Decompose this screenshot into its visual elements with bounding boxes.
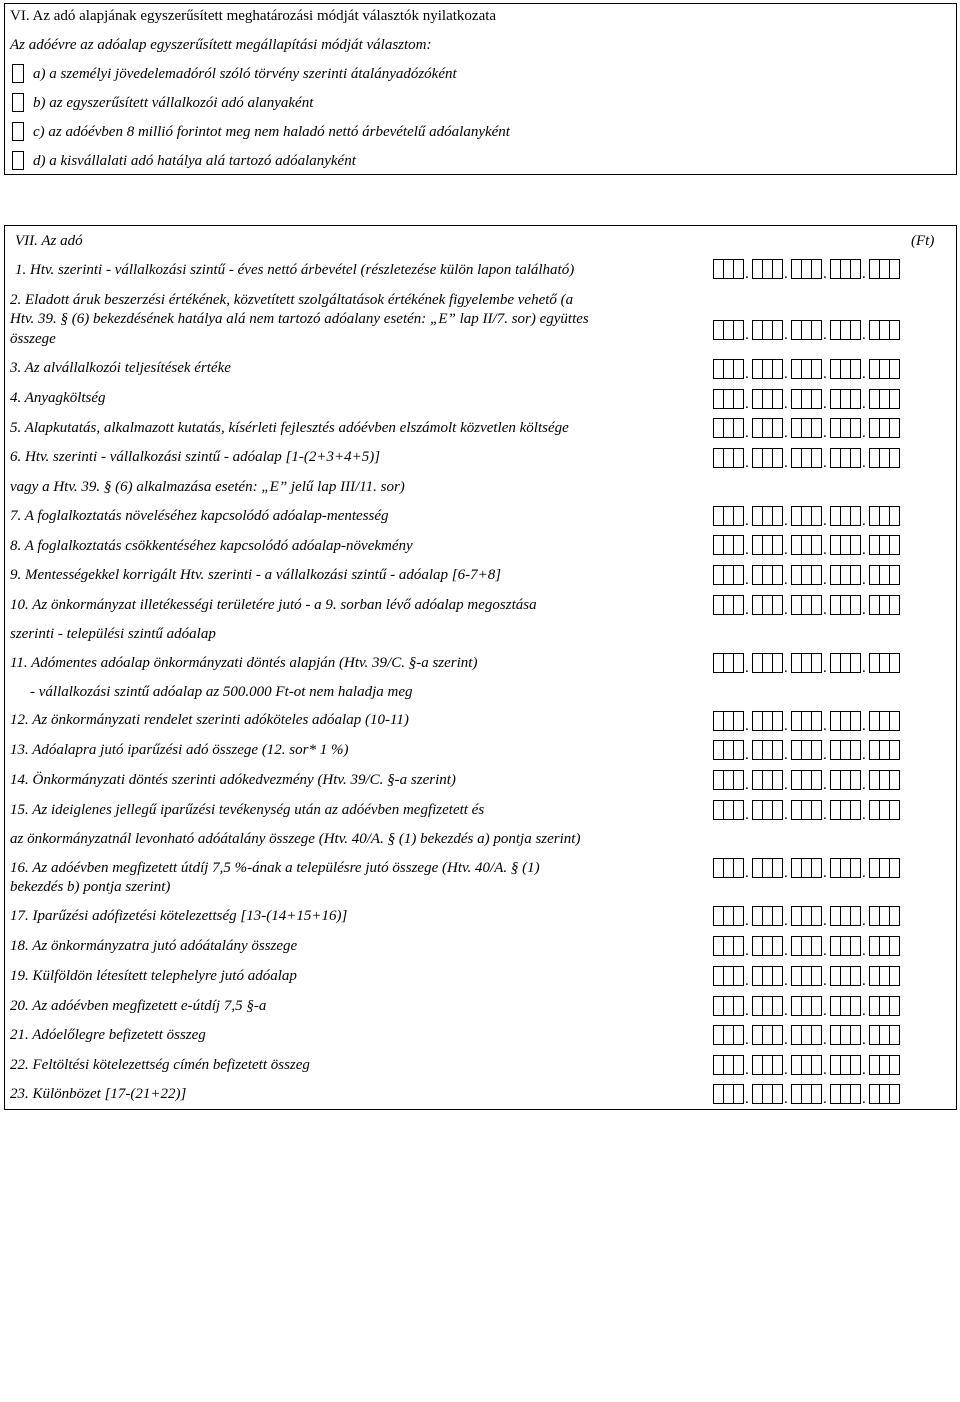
digit-cell[interactable]: [733, 1084, 744, 1104]
digit-cell[interactable]: [772, 1025, 783, 1045]
thousands-separator: .: [823, 1032, 827, 1048]
digit-cell[interactable]: [811, 711, 822, 731]
digit-cell[interactable]: [850, 535, 861, 555]
digit-cell[interactable]: [772, 506, 783, 526]
digit-cell[interactable]: [772, 448, 783, 468]
digit-cell[interactable]: [889, 966, 900, 986]
thousands-separator: .: [745, 747, 749, 763]
digit-cell[interactable]: [811, 389, 822, 409]
row-16-amount-field[interactable]: [713, 858, 946, 881]
thousands-separator: .: [745, 1091, 749, 1107]
digit-cell[interactable]: [733, 506, 744, 526]
digit-cell[interactable]: [733, 1055, 744, 1075]
digit-cell[interactable]: [889, 770, 900, 790]
digit-cell[interactable]: [811, 770, 822, 790]
digit-cell[interactable]: [733, 770, 744, 790]
digit-cell[interactable]: [772, 740, 783, 760]
thousands-separator: .: [745, 718, 749, 734]
thousands-separator: .: [784, 396, 788, 412]
digit-cell[interactable]: [733, 996, 744, 1016]
row-4-amount-field[interactable]: [713, 389, 946, 412]
thousands-separator: .: [784, 602, 788, 618]
row-5-amount-field[interactable]: [713, 418, 946, 441]
row-19-amount-field[interactable]: [713, 966, 946, 989]
option-a-checkbox[interactable]: [12, 64, 24, 83]
thousands-separator: .: [823, 455, 827, 471]
row-10-amount-field[interactable]: [713, 595, 946, 618]
digit-cell[interactable]: [889, 389, 900, 409]
row-13-label: 13. Adóalapra jutó iparűzési adó összege (12. sor* 1 %): [10, 742, 349, 758]
digit-cell[interactable]: [811, 800, 822, 820]
thousands-separator: .: [745, 327, 749, 343]
thousands-separator: .: [745, 602, 749, 618]
row-2-label-line1: 2. Eladott áruk beszerzési értékének, közvetített szolgáltatások értékének figyelembe vehető (a: [10, 292, 574, 308]
row-3-label: 3. Az alvállalkozói teljesítések értéke: [10, 360, 231, 376]
thousands-separator: .: [784, 973, 788, 989]
row-1-amount-field[interactable]: [713, 259, 946, 282]
thousands-separator: .: [784, 266, 788, 282]
thousands-separator: .: [823, 425, 827, 441]
row-17-label: 17. Iparűzési adófizetési kötelezettség [13-(14+15+16)]: [10, 908, 348, 924]
digit-cell[interactable]: [889, 359, 900, 379]
digit-cell[interactable]: [733, 448, 744, 468]
row-5-label: 5. Alapkutatás, alkalmazott kutatás, kísérleti fejlesztés adóévben elszámolt közvetlen költsége: [10, 420, 569, 436]
digit-cell[interactable]: [811, 359, 822, 379]
digit-cell[interactable]: [811, 1055, 822, 1075]
thousands-separator: .: [823, 718, 827, 734]
digit-cell[interactable]: [811, 653, 822, 673]
row-2-label-line2: Htv. 39. § (6) bekezdésének hatálya alá nem tartozó adóalany esetén: „E” lap II/7. sor) együttes: [10, 311, 589, 327]
thousands-separator: .: [862, 1062, 866, 1078]
thousands-separator: .: [745, 1062, 749, 1078]
digit-cell[interactable]: [889, 506, 900, 526]
row-4-label: 4. Anyagköltség: [10, 390, 106, 406]
thousands-separator: .: [745, 973, 749, 989]
thousands-separator: .: [862, 943, 866, 959]
digit-cell[interactable]: [772, 359, 783, 379]
thousands-separator: .: [745, 425, 749, 441]
thousands-separator: .: [784, 425, 788, 441]
digit-cell[interactable]: [733, 418, 744, 438]
thousands-separator: .: [784, 1062, 788, 1078]
row-17-amount-field[interactable]: [713, 906, 946, 929]
digit-cell[interactable]: [772, 389, 783, 409]
thousands-separator: .: [823, 542, 827, 558]
digit-cell[interactable]: [733, 565, 744, 585]
digit-cell[interactable]: [733, 800, 744, 820]
thousands-separator: .: [784, 1032, 788, 1048]
digit-cell[interactable]: [772, 996, 783, 1016]
digit-cell[interactable]: [733, 320, 744, 340]
thousands-separator: .: [784, 327, 788, 343]
thousands-separator: .: [784, 513, 788, 529]
digit-cell[interactable]: [850, 259, 861, 279]
digit-cell[interactable]: [772, 858, 783, 878]
digit-cell[interactable]: [772, 418, 783, 438]
unit-label: (Ft): [911, 233, 935, 249]
digit-cell[interactable]: [850, 506, 861, 526]
row-3-amount-field[interactable]: [713, 359, 946, 382]
thousands-separator: .: [862, 718, 866, 734]
thousands-separator: .: [823, 747, 827, 763]
row-6-amount-field[interactable]: [713, 448, 946, 471]
digit-cell[interactable]: [811, 906, 822, 926]
digit-cell[interactable]: [850, 800, 861, 820]
thousands-separator: .: [745, 1003, 749, 1019]
thousands-separator: .: [823, 777, 827, 793]
digit-cell[interactable]: [889, 320, 900, 340]
thousands-separator: .: [745, 366, 749, 382]
thousands-separator: .: [862, 266, 866, 282]
digit-cell[interactable]: [811, 448, 822, 468]
thousands-separator: .: [823, 865, 827, 881]
row-16-label-line2: bekezdés b) pontja szerint): [10, 879, 171, 895]
thousands-separator: .: [862, 777, 866, 793]
digit-cell[interactable]: [889, 565, 900, 585]
digit-cell[interactable]: [811, 595, 822, 615]
row-2-amount-field[interactable]: [713, 320, 946, 343]
row-22-label: 22. Feltöltési kötelezettség címén befizetett összeg: [10, 1057, 310, 1073]
row-12-label: 12. Az önkormányzati rendelet szerinti adóköteles adóalap (10-11): [10, 712, 409, 728]
thousands-separator: .: [784, 660, 788, 676]
digit-cell[interactable]: [772, 595, 783, 615]
thousands-separator: .: [745, 513, 749, 529]
option-c-checkbox[interactable]: [12, 122, 24, 141]
row-15-amount-field[interactable]: [713, 800, 946, 823]
row-21-label: 21. Adóelőlegre befizetett összeg: [10, 1027, 206, 1043]
thousands-separator: .: [862, 455, 866, 471]
thousands-separator: .: [862, 913, 866, 929]
row-20-amount-field[interactable]: [713, 996, 946, 1019]
digit-cell[interactable]: [850, 740, 861, 760]
row-10-label-line2: szerinti - települési szintű adóalap: [10, 626, 216, 642]
thousands-separator: .: [862, 396, 866, 412]
row-13-amount-field[interactable]: [713, 740, 946, 763]
row-12-amount-field[interactable]: [713, 711, 946, 734]
section-vi-subtitle: Az adóévre az adóalap egyszerűsített megállapítási módját választom:: [10, 37, 432, 53]
digit-cell[interactable]: [811, 740, 822, 760]
digit-cell[interactable]: [772, 320, 783, 340]
digit-cell[interactable]: [733, 936, 744, 956]
digit-cell[interactable]: [889, 595, 900, 615]
option-d-checkbox[interactable]: [12, 151, 24, 170]
row-6-label-alt: vagy a Htv. 39. § (6) alkalmazása esetén: „E” jelű lap III/11. sor): [10, 479, 405, 495]
thousands-separator: .: [862, 1091, 866, 1107]
digit-cell[interactable]: [772, 966, 783, 986]
digit-cell[interactable]: [889, 418, 900, 438]
thousands-separator: .: [823, 913, 827, 929]
thousands-separator: .: [823, 807, 827, 823]
digit-cell[interactable]: [850, 1084, 861, 1104]
row-15-label-line1: 15. Az ideiglenes jellegű iparűzési tevékenység után az adóévben megfizetett és: [10, 802, 485, 818]
digit-cell[interactable]: [772, 711, 783, 731]
row-21-amount-field[interactable]: [713, 1025, 946, 1048]
thousands-separator: .: [745, 396, 749, 412]
thousands-separator: .: [862, 327, 866, 343]
row-23-amount-field[interactable]: [713, 1084, 946, 1107]
thousands-separator: .: [745, 572, 749, 588]
option-b-label: b) az egyszerűsített vállalkozói adó alanyaként: [33, 95, 314, 111]
thousands-separator: .: [862, 542, 866, 558]
thousands-separator: .: [784, 865, 788, 881]
thousands-separator: .: [862, 747, 866, 763]
row-9-label: 9. Mentességekkel korrigált Htv. szerinti - a vállalkozási szintű - adóalap [6-7+8]: [10, 567, 502, 583]
row-9-amount-field[interactable]: [713, 565, 946, 588]
digit-cell[interactable]: [889, 800, 900, 820]
row-16-label-line1: 16. Az adóévben megfizetett útdíj 7,5 %-ának a településre jutó összege (Htv. 40/A. § (1): [10, 860, 540, 876]
thousands-separator: .: [823, 266, 827, 282]
thousands-separator: .: [862, 366, 866, 382]
digit-cell[interactable]: [811, 996, 822, 1016]
thousands-separator: .: [784, 1003, 788, 1019]
row-22-amount-field[interactable]: [713, 1055, 946, 1078]
digit-cell[interactable]: [889, 448, 900, 468]
row-20-label: 20. Az adóévben megfizetett e-útdíj 7,5 §-a: [10, 998, 267, 1014]
digit-cell[interactable]: [733, 653, 744, 673]
digit-cell[interactable]: [850, 418, 861, 438]
digit-cell[interactable]: [772, 800, 783, 820]
thousands-separator: .: [784, 542, 788, 558]
section-vi-title: VI. Az adó alapjának egyszerűsített meghatározási módját választók nyilatkozata: [10, 8, 497, 24]
digit-cell[interactable]: [889, 1025, 900, 1045]
digit-cell[interactable]: [889, 711, 900, 731]
digit-cell[interactable]: [889, 936, 900, 956]
thousands-separator: .: [862, 1032, 866, 1048]
digit-cell[interactable]: [772, 1084, 783, 1104]
thousands-separator: .: [784, 572, 788, 588]
thousands-separator: .: [745, 455, 749, 471]
digit-cell[interactable]: [772, 259, 783, 279]
digit-cell[interactable]: [850, 936, 861, 956]
digit-cell[interactable]: [733, 359, 744, 379]
thousands-separator: .: [862, 425, 866, 441]
digit-cell[interactable]: [772, 565, 783, 585]
digit-cell[interactable]: [889, 1084, 900, 1104]
thousands-separator: .: [823, 602, 827, 618]
row-18-label: 18. Az önkormányzatra jutó adóátalány összege: [10, 938, 298, 954]
thousands-separator: .: [862, 513, 866, 529]
digit-cell[interactable]: [733, 389, 744, 409]
digit-cell[interactable]: [811, 565, 822, 585]
row-8-label: 8. A foglalkoztatás csökkentéséhez kapcsolódó adóalap-növekmény: [10, 538, 413, 554]
thousands-separator: .: [745, 807, 749, 823]
thousands-separator: .: [823, 1091, 827, 1107]
row-7-amount-field[interactable]: [713, 506, 946, 529]
thousands-separator: .: [862, 660, 866, 676]
digit-cell[interactable]: [889, 535, 900, 555]
digit-cell[interactable]: [889, 740, 900, 760]
row-14-label: 14. Önkormányzati döntés szerinti adókedvezmény (Htv. 39/C. §-a szerint): [10, 772, 456, 788]
digit-cell[interactable]: [850, 359, 861, 379]
digit-cell[interactable]: [850, 770, 861, 790]
thousands-separator: .: [862, 807, 866, 823]
digit-cell[interactable]: [733, 1025, 744, 1045]
row-11-amount-field[interactable]: [713, 653, 946, 676]
thousands-separator: .: [784, 1091, 788, 1107]
thousands-separator: .: [745, 1032, 749, 1048]
thousands-separator: .: [823, 366, 827, 382]
digit-cell[interactable]: [850, 858, 861, 878]
digit-cell[interactable]: [850, 389, 861, 409]
thousands-separator: .: [784, 718, 788, 734]
thousands-separator: .: [823, 1062, 827, 1078]
digit-cell[interactable]: [772, 936, 783, 956]
thousands-separator: .: [745, 913, 749, 929]
thousands-separator: .: [745, 542, 749, 558]
row-14-amount-field[interactable]: [713, 770, 946, 793]
digit-cell[interactable]: [772, 906, 783, 926]
digit-cell[interactable]: [733, 966, 744, 986]
digit-cell[interactable]: [850, 565, 861, 585]
digit-cell[interactable]: [889, 1055, 900, 1075]
thousands-separator: .: [823, 327, 827, 343]
digit-cell[interactable]: [733, 595, 744, 615]
digit-cell[interactable]: [850, 595, 861, 615]
option-d-label: d) a kisvállalati adó hatálya alá tartozó adóalanyként: [33, 153, 356, 169]
thousands-separator: .: [862, 602, 866, 618]
digit-cell[interactable]: [889, 259, 900, 279]
digit-cell[interactable]: [889, 653, 900, 673]
thousands-separator: .: [784, 747, 788, 763]
thousands-separator: .: [745, 777, 749, 793]
section-vii-title: VII. Az adó: [15, 233, 83, 249]
row-8-amount-field[interactable]: [713, 535, 946, 558]
thousands-separator: .: [862, 1003, 866, 1019]
digit-cell[interactable]: [850, 320, 861, 340]
digit-cell[interactable]: [889, 906, 900, 926]
row-19-label: 19. Külföldön létesített telephelyre jutó adóalap: [10, 968, 297, 984]
row-1-label: 1. Htv. szerinti - vállalkozási szintű - éves nettó árbevétel (részletezése külön lapon található): [15, 262, 575, 278]
thousands-separator: .: [823, 572, 827, 588]
digit-cell[interactable]: [733, 858, 744, 878]
row-11-label: 11. Adómentes adóalap önkormányzati döntés alapján (Htv. 39/C. §-a szerint): [10, 655, 478, 671]
option-b-checkbox[interactable]: [12, 93, 24, 112]
thousands-separator: .: [862, 973, 866, 989]
digit-cell[interactable]: [811, 259, 822, 279]
digit-cell[interactable]: [811, 535, 822, 555]
digit-cell[interactable]: [850, 711, 861, 731]
thousands-separator: .: [784, 777, 788, 793]
digit-cell[interactable]: [811, 1084, 822, 1104]
digit-cell[interactable]: [811, 936, 822, 956]
digit-cell[interactable]: [772, 770, 783, 790]
digit-cell[interactable]: [811, 858, 822, 878]
digit-cell[interactable]: [733, 535, 744, 555]
digit-cell[interactable]: [850, 448, 861, 468]
thousands-separator: .: [745, 943, 749, 959]
option-a-label: a) a személyi jövedelemadóról szóló törvény szerinti átalányadózóként: [33, 66, 457, 82]
thousands-separator: .: [862, 572, 866, 588]
thousands-separator: .: [823, 513, 827, 529]
row-2-label-line3: összege: [10, 331, 56, 347]
row-10-label-line1: 10. Az önkormányzat illetékességi területére jutó - a 9. sorban lévő adóalap megosztása: [10, 597, 537, 613]
digit-cell[interactable]: [772, 653, 783, 673]
thousands-separator: .: [745, 660, 749, 676]
digit-cell[interactable]: [811, 966, 822, 986]
row-7-label: 7. A foglalkoztatás növeléséhez kapcsolódó adóalap-mentesség: [10, 508, 389, 524]
digit-cell[interactable]: [850, 653, 861, 673]
digit-cell[interactable]: [811, 320, 822, 340]
thousands-separator: .: [784, 366, 788, 382]
thousands-separator: .: [823, 1003, 827, 1019]
option-c-label: c) az adóévben 8 millió forintot meg nem haladó nettó árbevételű adóalanyként: [33, 124, 510, 140]
thousands-separator: .: [745, 266, 749, 282]
thousands-separator: .: [745, 865, 749, 881]
digit-cell[interactable]: [850, 1025, 861, 1045]
row-23-label: 23. Különbözet [17-(21+22)]: [10, 1086, 187, 1102]
digit-cell[interactable]: [772, 535, 783, 555]
row-11-label-note: - vállalkozási szintű adóalap az 500.000 Ft-ot nem haladja meg: [30, 684, 413, 700]
digit-cell[interactable]: [850, 1055, 861, 1075]
digit-cell[interactable]: [733, 906, 744, 926]
digit-cell[interactable]: [772, 1055, 783, 1075]
thousands-separator: .: [823, 660, 827, 676]
digit-cell[interactable]: [811, 506, 822, 526]
digit-cell[interactable]: [889, 996, 900, 1016]
thousands-separator: .: [823, 973, 827, 989]
thousands-separator: .: [823, 943, 827, 959]
row-15-label-line2: az önkormányzatnál levonható adóátalány összege (Htv. 40/A. § (1) bekezdés a) pontja szerint): [10, 831, 581, 847]
thousands-separator: .: [784, 943, 788, 959]
digit-cell[interactable]: [733, 740, 744, 760]
digit-cell[interactable]: [850, 906, 861, 926]
digit-cell[interactable]: [733, 711, 744, 731]
thousands-separator: .: [784, 455, 788, 471]
digit-cell[interactable]: [733, 259, 744, 279]
thousands-separator: .: [862, 865, 866, 881]
row-18-amount-field[interactable]: [713, 936, 946, 959]
digit-cell[interactable]: [889, 858, 900, 878]
digit-cell[interactable]: [850, 996, 861, 1016]
digit-cell[interactable]: [811, 1025, 822, 1045]
thousands-separator: .: [784, 807, 788, 823]
thousands-separator: .: [784, 913, 788, 929]
thousands-separator: .: [823, 396, 827, 412]
digit-cell[interactable]: [811, 418, 822, 438]
row-6-label: 6. Htv. szerinti - vállalkozási szintű - adóalap [1-(2+3+4+5)]: [10, 449, 381, 465]
digit-cell[interactable]: [850, 966, 861, 986]
section-vi-box: [4, 3, 957, 175]
